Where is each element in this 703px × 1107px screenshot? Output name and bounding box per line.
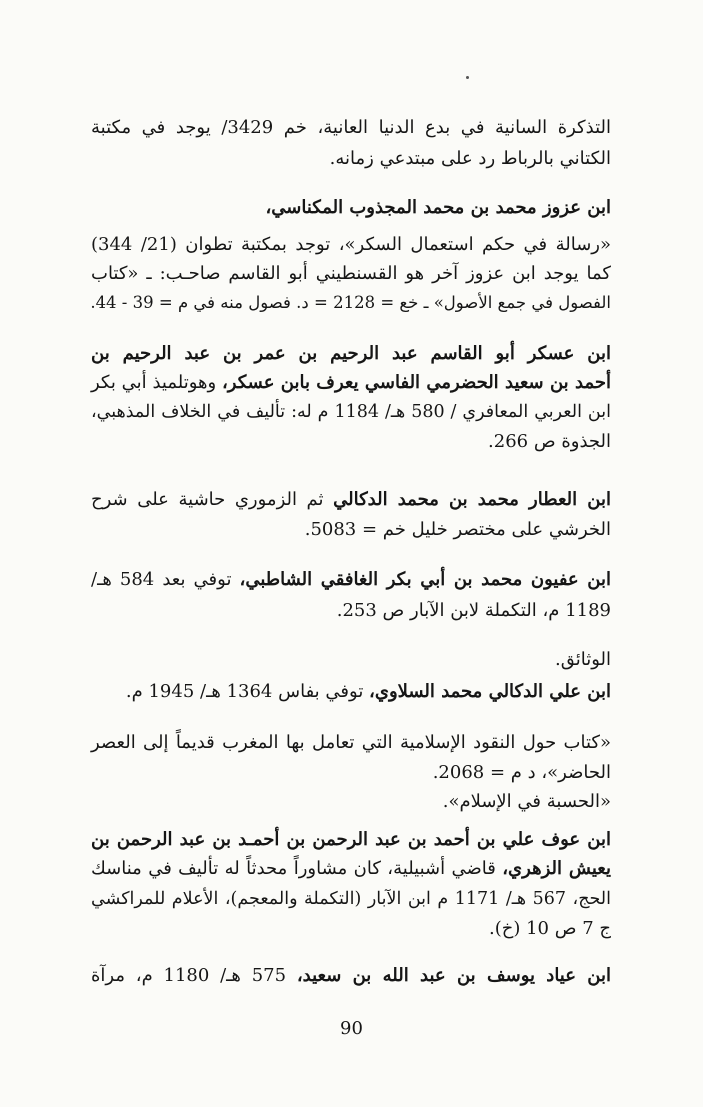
entry-heading: ابن عزوز محمد بن محمد المجذوب المكناسي، (265, 197, 611, 218)
text-line: الخرشي على مختصر خليل خم = 5083. (304, 519, 611, 540)
entry-heading: ابن عسكر أبو القاسم عبد الرحيم بن عمر بن عبد الرحيم بن (91, 343, 611, 364)
text-line: الوثائق. (554, 649, 611, 670)
entry-heading: ابن عفيون محمد بن أبي بكر الغافقي الشاطبي، توفي بعد 584 هـ/ (91, 569, 611, 590)
text-line: 1189 م، التكملة لابن الآبار ص 253. (336, 600, 611, 621)
text-line: كما يوجد ابن عزوز آخر هو القسنطيني أبو القاسم صاحـب: ـ «كتاب (91, 263, 611, 284)
text-line: أحمد بن سعيد الحضرمي الفاسي يعرف بابن عسكر، وهوتلميذ أبي بكر (91, 372, 611, 393)
entry-heading: ابن علي الدكالي محمد السلاوي، توفي بفاس 1364 هـ/ 1945 م. (125, 681, 611, 702)
text-line: ابن العربي المعافري / 580 هـ/ 1184 م له: تأليف في الخلاف المذهبي، (91, 402, 611, 422)
text-line: التذكرة السانية في بدع الدنيا العانية، خم 3429/ يوجد في مكتبة (91, 117, 611, 138)
text-line: «كتاب حول النقود الإسلامية التي تعامل بها المغرب قديماً إلى العصر (91, 732, 611, 753)
entry-heading: ابن عياد يوسف بن عبد الله بن سعيد، 575 هـ/ 1180 م، مرآة (91, 965, 612, 986)
text-line: الحج، 567 هـ/ 1171 م ابن الآبار (التكملة والمعجم)، الأعلام للمراكشي (91, 889, 611, 909)
text-line: الكتاني بالرباط رد على مبتدعي زمانه. (329, 148, 611, 169)
ink-dot (466, 76, 469, 79)
text-line: ج 7 ص 10 (خ). (488, 918, 611, 939)
text-line: «رسالة في حكم استعمال السكر»، توجد بمكتبة تطوان (21/ 344) (91, 234, 611, 255)
text-line: الفصول في جمع الأصول» ـ خع = 2128 = د. فصول منه في م = 39 - 44. (90, 293, 611, 312)
text-line: الحاضر»، د م = 2068. (432, 762, 611, 783)
text-line: يعيش الزهري، قاضي أشبيلية، كان مشاوراً محدثاً له تأليف في مناسك (91, 858, 611, 879)
page-number: 90 (340, 1018, 363, 1039)
text-line: «الحسبة في الإسلام». (442, 791, 611, 812)
entry-heading: ابن عوف علي بن أحمد بن عبد الرحمن بن أحمـد بن عبد الرحمن بن (91, 829, 612, 850)
entry-heading: ابن العطار محمد بن محمد الدكالي ثم الزموري حاشية على شرح (91, 489, 611, 510)
text-line: الجذوة ص 266. (488, 431, 611, 452)
